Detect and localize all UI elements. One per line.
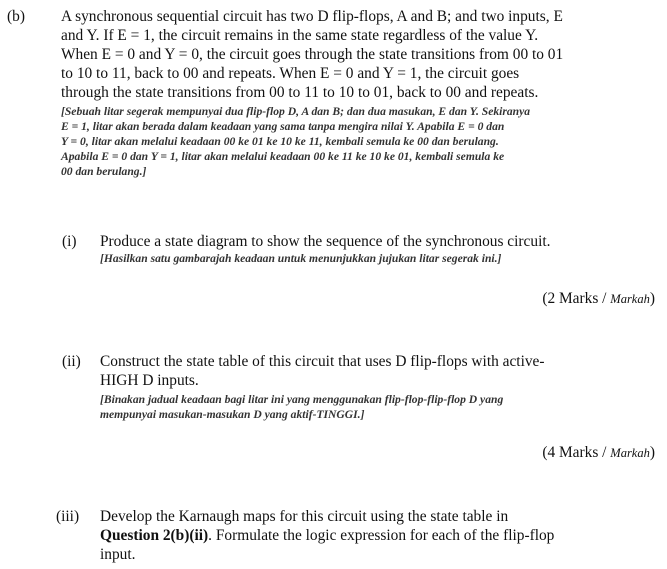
- question-iii-line-2: Question 2(b)(ii). Formulate the logic expression for each of the flip-flop: [100, 527, 555, 544]
- part-b-english: [61, 7, 656, 102]
- part-b-ms-line-2: E = 1, litar akan berada dalam keadaan yang sama tanpa mengira nilai Y. Apabila E = 0 dan: [61, 120, 505, 133]
- part-b-line-4: to 10 to 11, back to 00 and repeats. When E = 0 and Y = 1, the circuit goes: [61, 65, 520, 82]
- part-b-ms-line-1: [Sebuah litar segerak mempunyai dua flip-flop D, A dan B; dan dua masukan, E dan Y. Sekiranya: [61, 105, 531, 118]
- part-b-malay: [61, 104, 656, 179]
- question-ii-text: [100, 352, 656, 422]
- part-b-ms-line-4: Apabila E = 0 dan Y = 1, litar akan melalui keadaan 00 ke 11 ke 10 ke 01, kembali semula ke: [61, 150, 505, 163]
- question-i-malay: [Hasilkan satu gambarajah keadaan untuk menunjukkan jujukan litar segerak ini.]: [100, 252, 502, 265]
- question-iii-text: [100, 507, 656, 564]
- question-iii-line-1: Develop the Karnaugh maps for this circuit using the state table in: [100, 508, 509, 525]
- question-i-text: [100, 232, 656, 266]
- question-i-marks: (2 Marks / Markah): [542, 290, 655, 307]
- part-b-line-5: through the state transitions from 00 to 11 to 10 to 01, back to 00 and repeats.: [61, 84, 539, 101]
- question-ii-ms-line-2: mempunyai masukan-masukan D yang aktif-TINGGI.]: [100, 408, 365, 421]
- part-b-ms-line-3: Y = 0, litar akan melalui keadaan 00 ke 01 ke 10 ke 11, kembali semula ke 00 dan berulang.: [61, 135, 499, 148]
- question-ii-label: (ii): [62, 353, 81, 370]
- question-iii-line-3: input.: [100, 546, 136, 563]
- question-ii-line-1: Construct the state table of this circuit that uses D flip-flops with active-: [100, 353, 545, 370]
- question-reference: Question 2(b)(ii): [100, 527, 209, 544]
- part-b-line-2: and Y. If E = 1, the circuit remains in the same state regardless of the value Y.: [61, 27, 539, 44]
- part-b-label: (b): [7, 8, 25, 25]
- question-i-label: (i): [62, 233, 77, 250]
- question-i-english: Produce a state diagram to show the sequence of the synchronous circuit.: [100, 233, 551, 250]
- part-b-line-1: A synchronous sequential circuit has two D flip-flops, A and B; and two inputs, E: [61, 8, 563, 25]
- question-ii-ms-line-1: [Binakan jadual keadaan bagi litar ini yang menggunakan flip-flop-flip-flop D yang: [100, 393, 504, 406]
- question-ii-marks: (4 Marks / Markah): [542, 444, 655, 461]
- part-b-ms-line-5: 00 dan berulang.]: [61, 165, 147, 178]
- question-iii-label: (iii): [56, 508, 80, 525]
- part-b-line-3: When E = 0 and Y = 0, the circuit goes through the state transitions from 00 to 01: [61, 46, 564, 63]
- question-ii-line-2: HIGH D inputs.: [100, 372, 199, 389]
